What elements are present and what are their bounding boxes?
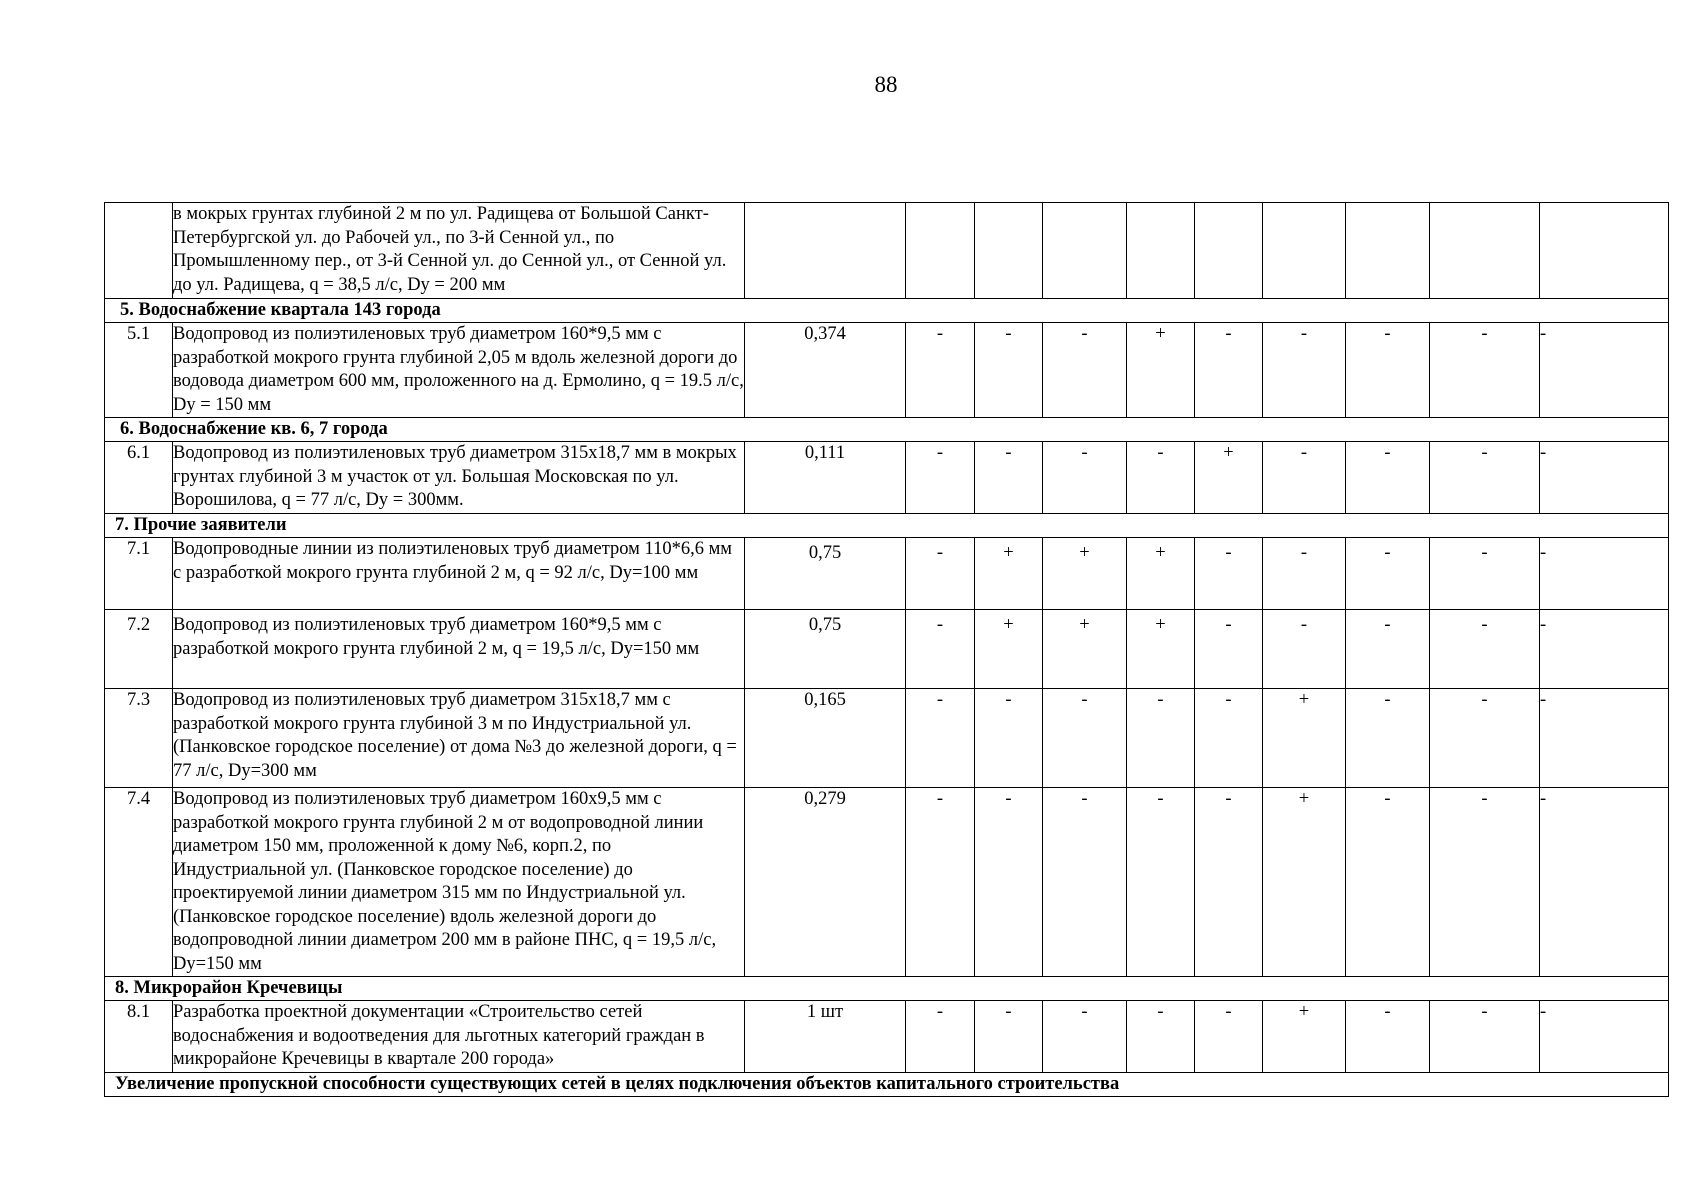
table-row [105,442,1669,514]
section-title: Увеличение пропускной способности существующих сетей в целях подключения объектов капитального строительства [105,1073,1669,1097]
mark-cell: - [1346,689,1430,788]
section-header [105,299,1669,323]
mark-cell: + [1263,689,1346,788]
section-title: 6. Водоснабжение кв. 6, 7 города [105,418,1669,442]
mark-cell: - [1043,689,1127,788]
mark-cell: - [975,1001,1043,1073]
row-number: 7.4 [105,788,173,977]
mark-cell: - [975,442,1043,514]
section-header [105,514,1669,538]
row-description: Водопровод из полиэтиленовых труб диаметром 160*9,5 мм с разработкой мокрого грунта глубиной 2 м, q = 19,5 л/с, Dу=150 мм [173,610,745,689]
row-number: 7.1 [105,538,173,610]
row-description: Водопровод из полиэтиленовых труб диаметром 160*9,5 мм с разработкой мокрого грунта глубиной 2,05 м вдоль железной дороги до водовода диаметром 600 мм, проложенного на д. Ермолино, q = 19.5 л/с, Dу = 150 мм [173,323,745,418]
row-number: 6.1 [105,442,173,514]
mark-cell [1127,203,1195,299]
mark-cell: - [1195,323,1263,418]
mark-cell: - [1540,610,1669,689]
mark-cell: - [1346,442,1430,514]
mark-cell [1195,203,1263,299]
mark-cell [1263,203,1346,299]
page-number: 88 [874,72,898,97]
mark-cell: - [1540,442,1669,514]
mark-cell: - [1430,538,1540,610]
mark-cell: - [1195,538,1263,610]
row-number [105,203,173,299]
mark-cell: - [1430,610,1540,689]
mark-cell [1540,203,1669,299]
mark-cell: - [1127,689,1195,788]
row-quantity: 0,111 [745,442,906,514]
mark-cell: - [1127,1001,1195,1073]
mark-cell: - [906,323,975,418]
mark-cell: - [1263,610,1346,689]
row-description: Водопроводные линии из полиэтиленовых труб диаметром 110*6,6 мм с разработкой мокрого грунта глубиной 2 м, q = 92 л/с, Dу=100 мм [173,538,745,610]
table-row-continuation [105,203,1669,299]
mark-cell: - [1127,442,1195,514]
table-row [105,788,1669,977]
mark-cell: - [1540,538,1669,610]
mark-cell: - [1430,788,1540,977]
mark-cell: - [1540,1001,1669,1073]
table-row [105,538,1669,610]
section-header [105,977,1669,1001]
mark-cell: - [1195,610,1263,689]
mark-cell: - [1346,323,1430,418]
mark-cell: - [1540,788,1669,977]
mark-cell: - [1346,610,1430,689]
mark-cell [1430,203,1540,299]
mark-cell: - [1346,1001,1430,1073]
row-quantity: 0,165 [745,689,906,788]
row-quantity [745,203,906,299]
table-row [105,610,1669,689]
mark-cell: - [975,689,1043,788]
mark-cell [1043,203,1127,299]
section-title: 7. Прочие заявители [105,514,1669,538]
mark-cell: - [1043,788,1127,977]
section-title: 5. Водоснабжение квартала 143 города [105,299,1669,323]
section-header [105,418,1669,442]
mark-cell: - [906,538,975,610]
works-table [104,202,1669,1097]
mark-cell: - [1540,689,1669,788]
mark-cell: - [1263,442,1346,514]
mark-cell: - [906,442,975,514]
table-row [105,689,1669,788]
mark-cell: - [1263,538,1346,610]
mark-cell: + [1127,610,1195,689]
mark-cell: - [1430,323,1540,418]
mark-cell: - [906,689,975,788]
mark-cell: - [1430,442,1540,514]
mark-cell: - [1195,1001,1263,1073]
row-number: 7.2 [105,610,173,689]
mark-cell: - [1043,442,1127,514]
mark-cell: - [906,610,975,689]
row-number: 5.1 [105,323,173,418]
mark-cell: + [1043,538,1127,610]
row-description: Водопровод из полиэтиленовых труб диаметром 315х18,7 мм в мокрых грунтах глубиной 3 м участок от ул. Большая Московская по ул. Ворошилова, q = 77 л/с, Dу = 300мм. [173,442,745,514]
mark-cell [906,203,975,299]
mark-cell: - [906,788,975,977]
mark-cell: - [1346,788,1430,977]
mark-cell: - [906,1001,975,1073]
mark-cell: + [1195,442,1263,514]
row-quantity: 0,75 [745,538,906,610]
mark-cell: - [1127,788,1195,977]
mark-cell [1346,203,1430,299]
row-description: Водопровод из полиэтиленовых труб диаметром 160х9,5 мм с разработкой мокрого грунта глубиной 2 м от водопроводной линии диаметром 150 мм, проложенной к дому №6, корп.2, по Индустриальной ул. (Панковское городское поселение) до проектируемой линии диаметром 315 мм по Индустриальной ул. (Панковское городское поселение) вдоль железной дороги до водопроводной линии диаметром 200 мм в районе ПНС, q = 19,5 л/с, Dу=150 мм [173,788,745,977]
table-row [105,1001,1669,1073]
mark-cell: - [1430,689,1540,788]
mark-cell: + [1127,323,1195,418]
row-quantity: 0,279 [745,788,906,977]
mark-cell: + [1263,1001,1346,1073]
row-description: Разработка проектной документации «Строительство сетей водоснабжения и водоотведения для льготных категорий граждан в микрорайоне Кречевицы в квартале 200 города» [173,1001,745,1073]
mark-cell: - [1043,1001,1127,1073]
row-number: 8.1 [105,1001,173,1073]
mark-cell: + [1263,788,1346,977]
mark-cell: + [975,610,1043,689]
row-quantity: 0,374 [745,323,906,418]
mark-cell: - [1195,788,1263,977]
mark-cell [975,203,1043,299]
row-description: в мокрых грунтах глубиной 2 м по ул. Радищева от Большой Санкт-Петербургской ул. до Рабочей ул., по 3-й Сенной ул., по Промышленному пер., от 3-й Сенной ул. до Сенной ул., от Сенной ул. до ул. Радищева, q = 38,5 л/с, Dу = 200 мм [173,203,745,299]
mark-cell: - [1195,689,1263,788]
mark-cell: - [1043,323,1127,418]
mark-cell: + [1043,610,1127,689]
section-header [105,1073,1669,1097]
mark-cell: - [1346,538,1430,610]
row-description: Водопровод из полиэтиленовых труб диаметром 315х18,7 мм с разработкой мокрого грунта глубиной 3 м по Индустриальной ул. (Панковское городское поселение) от дома №3 до железной дороги, q = 77 л/с, Dу=300 мм [173,689,745,788]
section-title: 8. Микрорайон Кречевицы [105,977,1669,1001]
mark-cell: - [975,788,1043,977]
mark-cell: + [1127,538,1195,610]
mark-cell: - [1430,1001,1540,1073]
row-quantity: 0,75 [745,610,906,689]
row-quantity: 1 шт [745,1001,906,1073]
table-row [105,323,1669,418]
mark-cell: + [975,538,1043,610]
mark-cell: - [1263,323,1346,418]
row-number: 7.3 [105,689,173,788]
mark-cell: - [1540,323,1669,418]
mark-cell: - [975,323,1043,418]
